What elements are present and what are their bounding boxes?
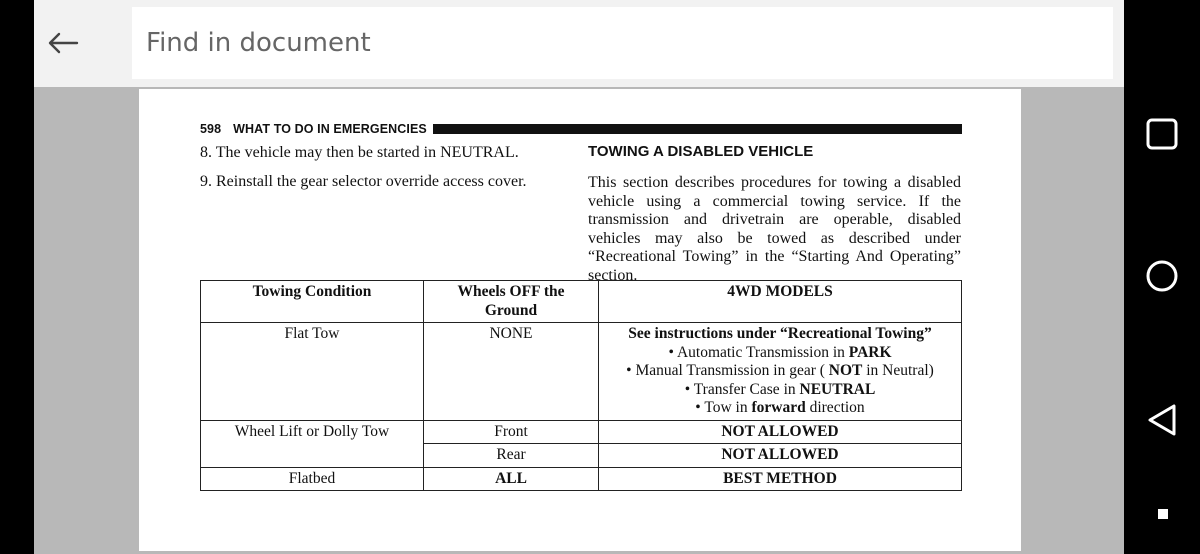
home-button[interactable] (1124, 246, 1200, 306)
cell-flatbed: Flatbed (201, 467, 424, 491)
cell-wheel-lift: Wheel Lift or Dolly Tow (201, 420, 424, 467)
section-header: WHAT TO DO IN EMERGENCIES (233, 122, 427, 136)
table-row (201, 420, 962, 444)
navigation-bar (1124, 0, 1200, 554)
cell-flat-tow-wheels: NONE (424, 323, 599, 421)
table-row (201, 467, 962, 491)
arrow-left-icon (47, 32, 79, 54)
cell-rear-result: NOT ALLOWED (599, 444, 962, 468)
bullet-item: • Manual Transmission in gear ( NOT in Neutral) (626, 362, 934, 379)
header-wheels-off: Wheels OFF the Ground (424, 281, 599, 323)
towing-title: TOWING A DISABLED VEHICLE (588, 143, 814, 160)
recents-button[interactable] (1124, 104, 1200, 164)
nav-back-button[interactable] (1124, 390, 1200, 450)
search-input[interactable] (132, 6, 1113, 80)
circle-icon (1145, 259, 1179, 293)
table-row (201, 323, 962, 421)
towing-section (588, 143, 961, 285)
towing-body: This section describes procedures for towing a disabled vehicle using a commercial towing service. If the transmission and drivetrain are operable, disabled vehicles may also be towed as described under “Recreational Towing” in the “Starting And Operating” section. (588, 174, 961, 284)
document-page (139, 89, 1021, 551)
cell-flat-tow-instructions (599, 323, 962, 421)
page-number: 598 (200, 122, 222, 136)
cell-flatbed-wheels: ALL (424, 467, 599, 491)
bullet-item: • Automatic Transmission in PARK (668, 343, 892, 361)
left-edge (0, 0, 34, 554)
cell-flat-tow: Flat Tow (201, 323, 424, 421)
bullet-item: • Transfer Case in NEUTRAL (684, 380, 876, 398)
header-4wd-models: 4WD MODELS (599, 281, 962, 323)
square-icon (1145, 117, 1179, 151)
triangle-back-icon (1145, 402, 1179, 438)
cell-front-result: NOT ALLOWED (599, 420, 962, 444)
cell-rear: Rear (424, 444, 599, 468)
instructions-heading: See instructions under “Recreational Towing” (628, 325, 932, 342)
bullet-item: • Tow in forward direction (695, 399, 865, 416)
cell-flatbed-result: BEST METHOD (599, 467, 962, 491)
header-towing-condition: Towing Condition (201, 281, 424, 323)
nav-handle (1158, 509, 1168, 519)
table-header-row (201, 281, 962, 323)
step-9: 9. Reinstall the gear selector override access cover. (200, 173, 527, 190)
cell-front: Front (424, 420, 599, 444)
back-button[interactable] (34, 18, 92, 68)
towing-table (200, 280, 962, 491)
search-box[interactable] (132, 7, 1113, 79)
steps-column (200, 143, 570, 201)
step-8: 8. The vehicle may then be started in NEUTRAL. (200, 144, 519, 161)
header-rule (433, 124, 962, 134)
page-header (200, 121, 962, 137)
